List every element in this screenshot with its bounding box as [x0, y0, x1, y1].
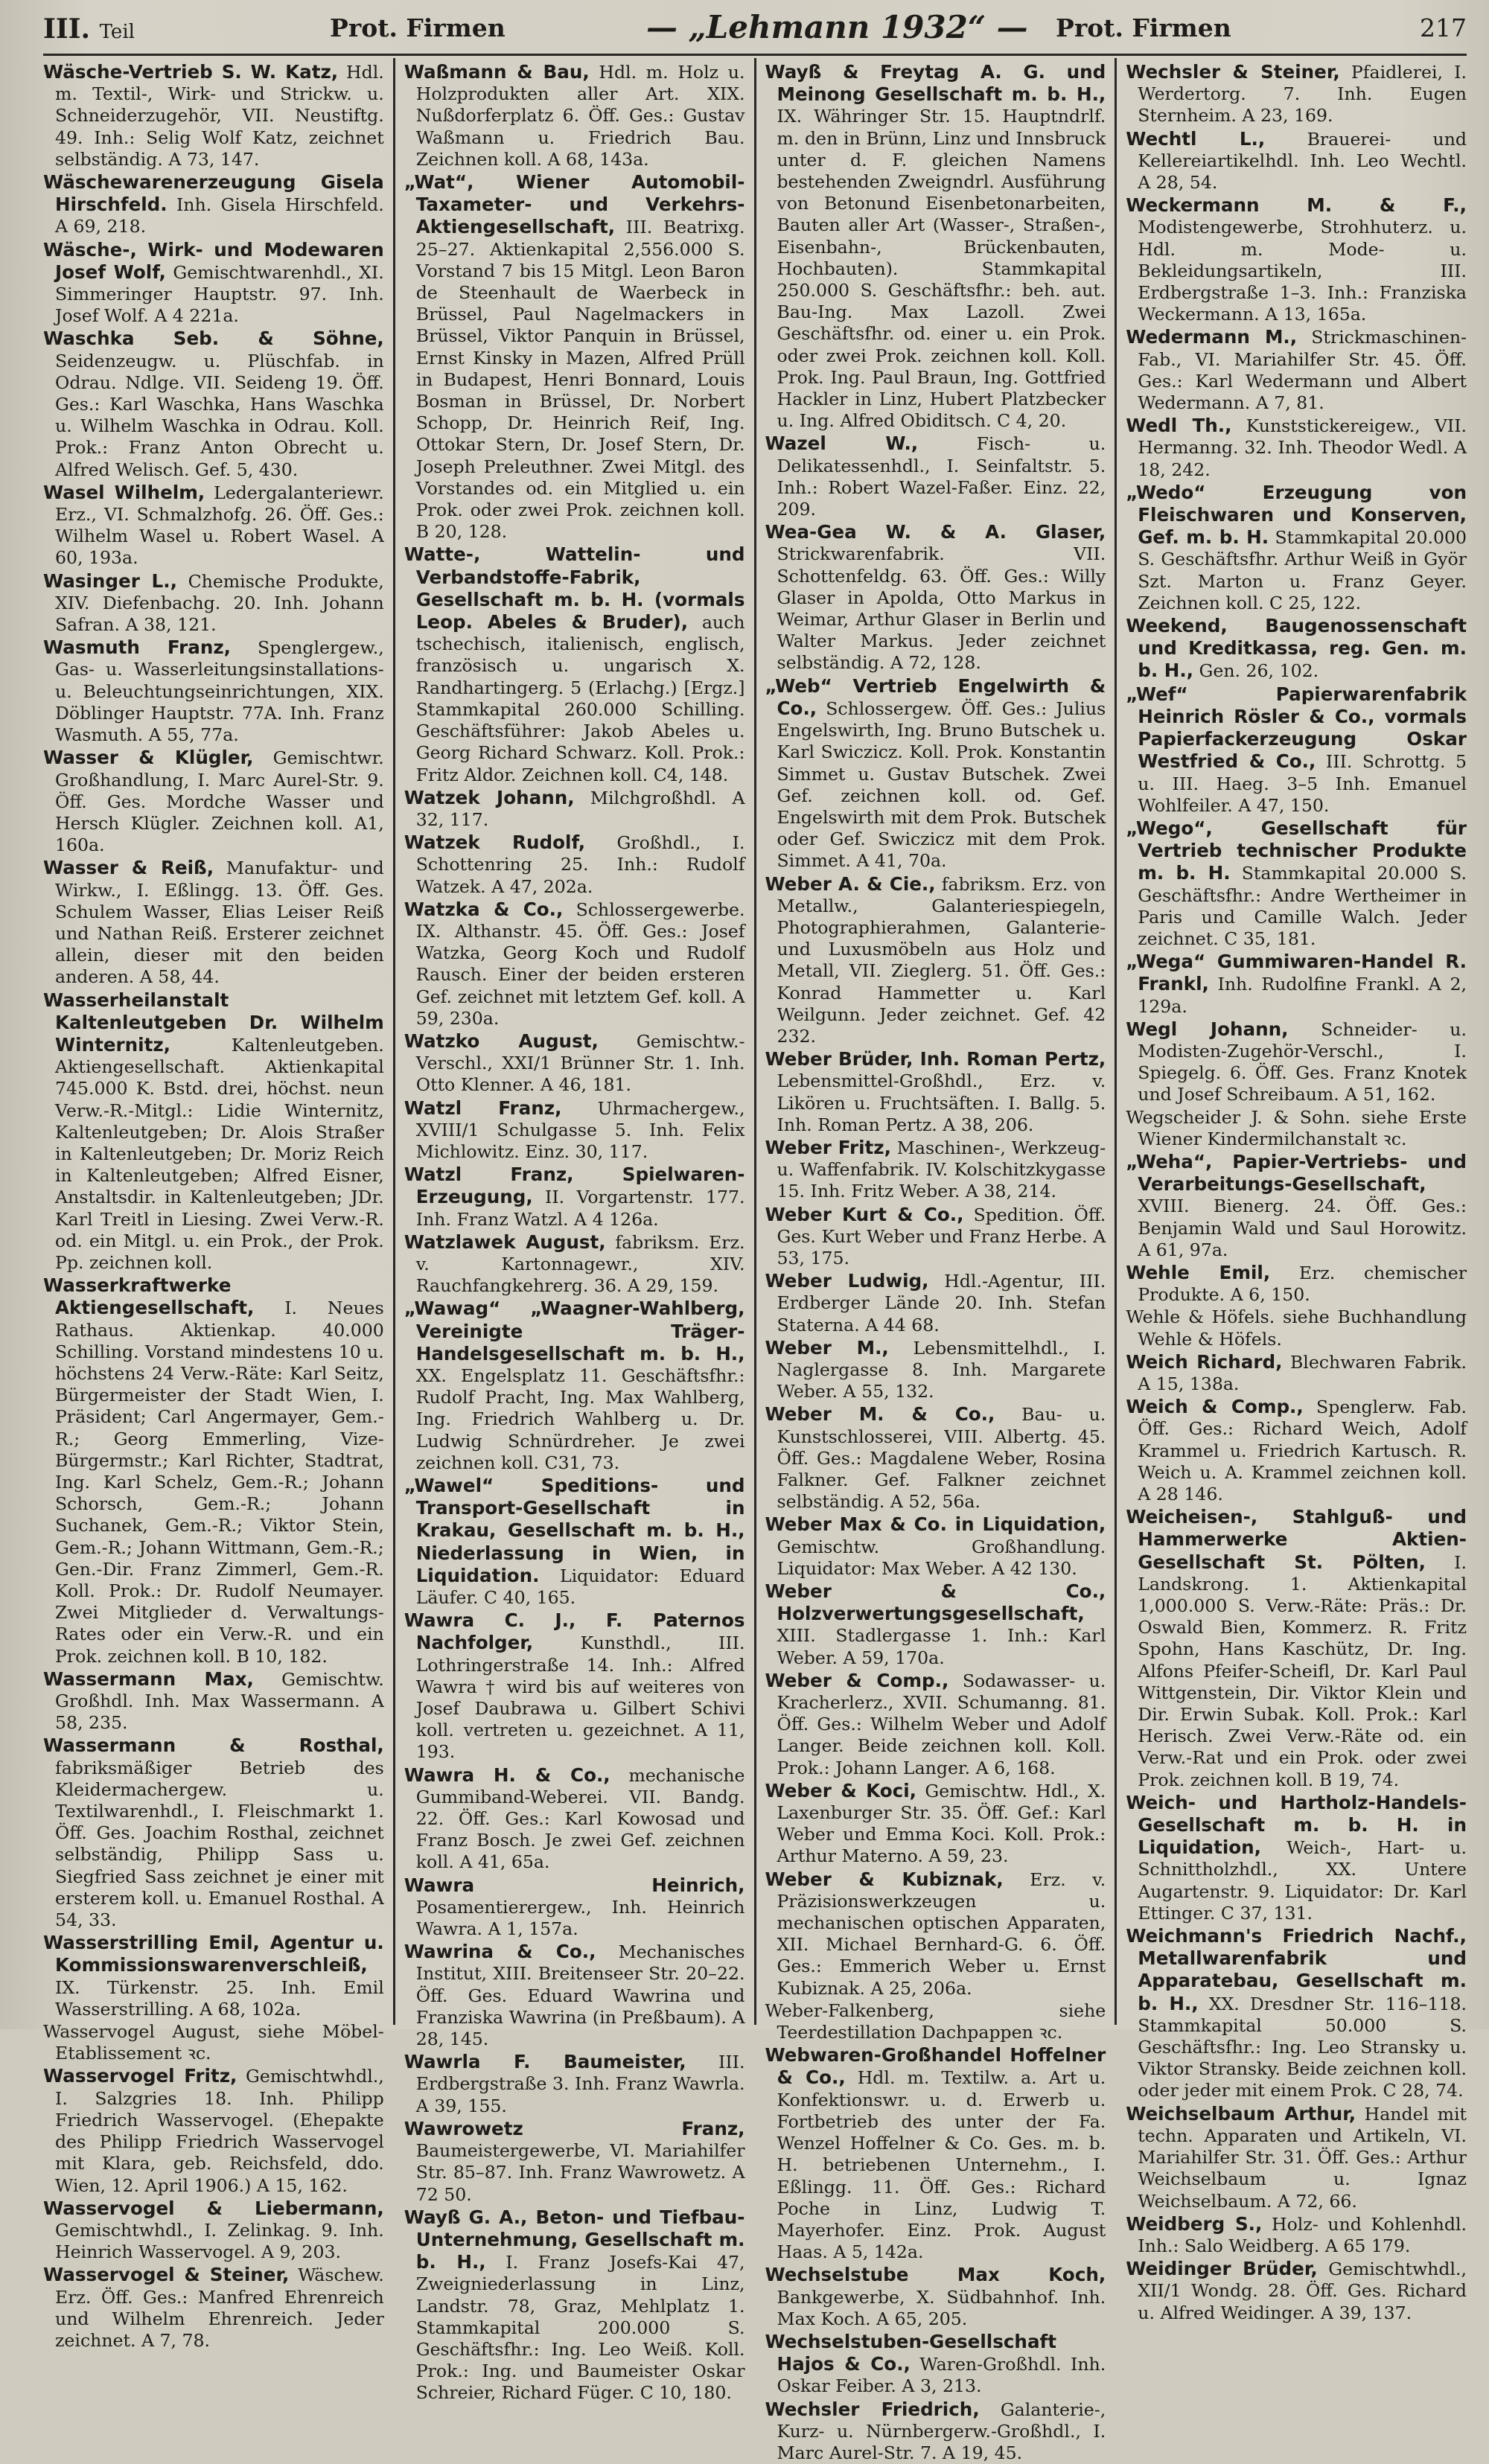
- firm-name: Wasservogel Fritz,: [43, 2065, 237, 2087]
- firm-details: Galanterie-, Kurz- u. Nürnbergerw.-Großhdl., I. Marc Aurel-Str. 7. A 19, 45.: [777, 2398, 1106, 2463]
- directory-entry: [1126, 482, 1467, 614]
- firm-name: Watzlawek August,: [404, 1231, 606, 1253]
- firm-details: Lebensmittel-Großhdl., Erz. v. Likören u. Fruchtsäften. I. Ballg. 5. Inh. Roman Pertz. A 38, 206.: [777, 1070, 1106, 1135]
- firm-details: Waren-Großhdl. Inh. Oskar Feiber. A 3, 213.: [777, 2354, 1106, 2397]
- firm-details: Schneider- u. Modisten-Zugehör-Verschl., I. Spiegelg. 6. Öff. Ges. Franz Knotek und Josef Schreibaum. A 51, 162.: [1138, 1018, 1467, 1105]
- directory-entry: [1126, 1107, 1467, 1150]
- firm-name: Weichselbaum Arthur,: [1126, 2102, 1356, 2125]
- firm-details: Wehle & Höfels. siehe Buchhandlung Wehle & Höfels.: [1126, 1306, 1467, 1350]
- directory-entry: [1126, 817, 1467, 950]
- firm-details: Wasservogel August, siehe Möbel-Etablissement ꝛc.: [43, 2021, 384, 2064]
- directory-entry: [404, 1231, 745, 1298]
- firm-details: fabriksm. Erz. von Metallw., Galanteriespiegeln, Photographierahmen, Galanterie- und Luxusmöbeln aus Holz und Metall, VII. Zieglerg. 51. Öff. Ges.: Konrad Hammetter u. Karl Weilgunn. Jeder zeichnet. Gef. 42 232.: [777, 873, 1106, 1047]
- firm-name: Weber Kurt & Co.,: [765, 1203, 964, 1225]
- firm-details: Chemische Produkte, XIV. Diefenbachg. 20. Inh. Johann Safran. A 38, 121.: [55, 570, 384, 636]
- entry-columns: [43, 58, 1467, 2463]
- firm-details: IX. Türkenstr. 25. Inh. Emil Wasserstrilling. A 68, 102a.: [55, 1976, 384, 2020]
- firm-name: Weber M.,: [765, 1336, 889, 1359]
- directory-entry: [765, 1270, 1106, 1336]
- directory-entry: [1126, 1396, 1467, 1505]
- firm-details: XVIII. Bienerg. 24. Öff. Ges.: Benjamin Wald und Saul Horowitz. A 61, 97a.: [1138, 1196, 1467, 1260]
- firm-name: Weichmann's Friedrich Nachf., Metallwarenfabrik und Apparatebau, Gesellschaft m. b. H.,: [1126, 1925, 1467, 2014]
- directory-entry: [765, 1868, 1106, 1999]
- firm-details: Stammkapital 20.000 S. Geschäftsfhr.: Andre Wertheimer in Paris und Camille Walch. Jeder zeichnet. C 35, 181.: [1138, 863, 1467, 949]
- firm-details: auch tschechisch, italienisch, englisch, französisch u. ungarisch X. Randhartingerg. 5 (Erlachg.) [Ergz.] Stammkapital 260.000 Schilling. Geschäftsführer: Jakob Abeles u. Georg Richard Schwarz. Koll. Prok.: Fritz Aldor. Zeichnen koll. C4, 148.: [415, 612, 745, 785]
- directory-entry: [1126, 683, 1467, 817]
- directory-entry: [404, 1764, 745, 1874]
- firm-name: Weber Ludwig,: [765, 1270, 929, 1292]
- firm-details: IX. Währinger Str. 15. Hauptndrlf. m. den in Brünn, Linz und Innsbruck unter d. F. gleichen Namens bestehenden Zweigndrl. Ausführung von Betonund Eisenbetonarbeiten, Bauten aller Art (Wasser-, Straßen-, Eisenbahn-, Brückenbauten, Hochbauten). Stammkapital 250.000 S. Geschäftsfhr.: beh. aut. Bau-Ing. Max Lazoll. Zwei Geschäftsfhr. od. einer u. ein Prok. oder zwei Prok. zeichnen koll. Koll. Prok. Ing. Paul Braun, Ing. Gottfried Hackler in Linz, Hubert Platzbecker u. Ing. Alfred Obiditsch. C 4, 20.: [777, 106, 1106, 432]
- directory-entry: [404, 1874, 745, 1941]
- firm-details: Kunststickereigew., VII. Hermanng. 32. Inh. Theodor Wedl. A 18, 242.: [1138, 415, 1467, 480]
- directory-entry: [43, 1932, 384, 2020]
- directory-entry: [404, 1164, 745, 1231]
- directory-entry: [43, 747, 384, 856]
- directory-entry: [404, 899, 745, 1030]
- firm-name: Wassermann Max,: [43, 1667, 254, 1690]
- directory-entry: [404, 543, 745, 785]
- directory-entry: [404, 787, 745, 831]
- firm-name: Waschka Seb. & Söhne,: [43, 328, 384, 350]
- directory-entry: [43, 636, 384, 746]
- directory-entry: [404, 1097, 745, 1164]
- directory-entry: [765, 2044, 1106, 2263]
- directory-entry: [404, 1030, 745, 1097]
- firm-details: Gemischtwhdl., XII/1 Wondg. 28. Öff. Ges. Richard u. Alfred Weidinger. A 39, 137.: [1138, 2259, 1467, 2323]
- directory-entry: [404, 171, 745, 543]
- firm-name: „Wego“, Gesellschaft für Vertrieb technischer Produkte m. b. H.: [1126, 817, 1467, 884]
- directory-entry: [1126, 415, 1467, 481]
- firm-details: Weich-, Hart- u. Schnittholzhdl., XX. Untere Augartenstr. 9. Liquidator: Dr. Karl Ettinger. C 37, 131.: [1138, 1837, 1467, 1924]
- directory-entry: [1126, 1262, 1467, 1306]
- firm-name: Weber Fritz,: [765, 1136, 891, 1158]
- column-3: [756, 58, 1117, 2463]
- firm-details: Weber-Falkenberg, siehe Teerdestillation Dachpappen ꝛc.: [765, 1999, 1106, 2043]
- firm-details: Hdl.-Agentur, III. Erdberger Lände 20. Inh. Stefan Staterna. A 44 68.: [777, 1271, 1106, 1335]
- firm-name: Weich- und Hartholz-Handels-Gesellschaft m. b. H. in Liquidation,: [1126, 1791, 1467, 1859]
- directory-entry: [404, 1475, 745, 1609]
- firm-name: Weber Brüder, Inh. Roman Pertz,: [765, 1048, 1106, 1070]
- directory-entry: [1126, 61, 1467, 127]
- directory-entry: [765, 1048, 1106, 1136]
- directory-entry: [404, 2206, 745, 2404]
- directory-entry: [765, 1513, 1106, 1580]
- firm-details: Gen. 26, 102.: [1199, 660, 1319, 682]
- directory-entry: [1126, 1351, 1467, 1395]
- firm-details: Inh. Rudolfine Frankl. A 2, 129a.: [1138, 974, 1467, 1017]
- firm-details: Modistengewerbe, Strohhuterz. u. Hdl. m. Mode- u. Bekleidungsartikeln, III. Erdbergstraße 1–3. Inh.: Franziska Weckermann. A 13, 165a.: [1138, 217, 1467, 325]
- firm-details: Großhdl., I. Schottenring 25. Inh.: Rudolf Watzek. A 47, 202a.: [415, 832, 745, 897]
- firm-name: Wehle Emil,: [1126, 1261, 1271, 1283]
- firm-name: Weekend, Baugenossenschaft und Kreditkassa, reg. Gen. m. b. H.,: [1126, 615, 1467, 682]
- firm-name: Weber & Comp.,: [765, 1669, 949, 1691]
- page-number: 217: [1420, 13, 1467, 42]
- firm-details: Maschinen-, Werkzeug- u. Waffenfabrik. IV. Kolschitzkygasse 15. Inh. Fritz Weber. A 38, 214.: [777, 1137, 1106, 1202]
- firm-name: Wedermann M.,: [1126, 326, 1298, 348]
- firm-name: „Wat“, Wiener Automobil-Taxameter- und Verkehrs-Aktiengesellschaft,: [404, 171, 745, 238]
- directory-entry: [1126, 2258, 1467, 2324]
- firm-name: Wea-Gea W. & A. Glaser,: [765, 521, 1106, 543]
- publication-title: — „Lehmann 1932“ —: [646, 9, 1028, 45]
- directory-entry: [43, 2198, 384, 2264]
- firm-details: Spenglergew., Gas- u. Wasserleitungsinstallations- u. Beleuchtungseinrichtungen, XIX. Döblinger Hauptstr. 77A. Inh. Franz Wasmuth. A 55, 77a.: [55, 637, 384, 746]
- firm-name: „Wega“ Gummiwaren-Handel R. Frankl,: [1126, 951, 1467, 995]
- firm-name: Wechselstube Max Koch,: [765, 2264, 1106, 2286]
- directory-entry: [765, 1780, 1106, 1868]
- section-title-left: Prot. Firmen: [330, 13, 506, 42]
- directory-entry: [404, 1941, 745, 2050]
- firm-details: Wegscheider J. & Sohn. siehe Erste Wiener Kindermilchanstalt ꝛc.: [1126, 1106, 1467, 1149]
- firm-name: Wasservogel & Steiner,: [43, 2264, 290, 2286]
- directory-entry: [404, 2118, 745, 2206]
- firm-details: Gemischtw. Großhandlung. Liquidator: Max Weber. A 42 130.: [777, 1536, 1106, 1579]
- firm-name: Weber & Kubiznak,: [765, 1868, 1004, 1890]
- firm-name: Wassermann & Rosthal,: [43, 1734, 384, 1757]
- firm-details: Kunsthdl., III. Lothringerstraße 14. Inh.: Alfred Wawra † wird bis auf weiteres von Josef Daubrawa u. Gilbert Schivi koll. vertreten u. gezeichnet. A 11, 193.: [415, 1632, 745, 1763]
- firm-details: fabriksm. Erz. v. Kartonnagewr., XIV. Rauchfangkehrerg. 36. A 29, 159.: [415, 1231, 745, 1297]
- directory-entry: [404, 1609, 745, 1763]
- firm-details: Stammkapital 20.000 S. Geschäftsfhr. Arthur Weiß in Györ Szt. Marton u. Franz Geyer. Zeichnen koll. C 25, 122.: [1138, 527, 1467, 613]
- firm-name: Watzl Franz,: [404, 1097, 562, 1119]
- firm-details: Ledergalanteriewr. Erz., VI. Schmalzhofg. 26. Öff. Ges.: Wilhelm Wasel u. Robert Wasel. A 60, 193a.: [55, 482, 384, 569]
- directory-entry: [1126, 128, 1467, 194]
- directory-entry: [404, 2051, 745, 2117]
- firm-name: Wasserkraftwerke Aktiengesellschaft,: [43, 1274, 255, 1319]
- firm-details: Bankgewerbe, X. Südbahnhof. Inh. Max Koch. A 65, 205.: [777, 2286, 1106, 2329]
- firm-name: Wawrla F. Baumeister,: [404, 2051, 686, 2073]
- directory-entry: [1126, 1306, 1467, 1350]
- firm-details: Inh. Gisela Hirschfeld. A 69, 218.: [55, 194, 384, 237]
- directory-entry: [43, 857, 384, 988]
- firm-details: Milchgroßhdl. A 32, 117.: [415, 787, 745, 830]
- directory-entry: [404, 1298, 745, 1474]
- firm-details: Fisch- u. Delikatessenhdl., I. Seinfaltstr. 5. Inh.: Robert Wazel-Faßer. Einz. 22, 209.: [777, 433, 1106, 520]
- directory-entry: [43, 61, 384, 170]
- firm-name: Weich Richard,: [1126, 1350, 1283, 1373]
- firm-name: Wechsler Friedrich,: [765, 2398, 980, 2420]
- directory-entry: [1126, 951, 1467, 1018]
- firm-name: Wasinger L.,: [43, 569, 177, 592]
- directory-entry: [765, 61, 1106, 432]
- part-number: III.: [43, 13, 91, 45]
- firm-name: Weich & Comp.,: [1126, 1396, 1304, 1418]
- directory-entry: [1126, 2213, 1467, 2257]
- directory-entry: [765, 1580, 1106, 1669]
- firm-details: Hdl. m. Holz u. Holzprodukten aller Art. XIX. Nußdorferplatz 6. Öff. Ges.: Gustav Waßmann u. Friedrich Bau. Zeichnen koll. A 68, 143a.: [415, 62, 745, 170]
- firm-details: III. Beatrixg. 25–27. Aktienkapital 2,556.000 S. Vorstand 7 bis 15 Mitgl. Leon Baron de Steenhault de Waerbeck in Brüssel, Paul Nagelmackers in Brüssel, Viktor Panquin in Brüssel, Ernst Kinsky in Mazen, Alfred Prüll in Budapest, Henri Bonnard, Louis Bosman in Brüssel, Dr. Norbert Schopp, Dr. Heinrich Reif, Ing. Ottokar Stern, Dr. Josef Stern, Dr. Joseph Preleuthner. Zwei Mitgl. des Vorstandes od. ein Mitglied u. ein Prok. oder zwei Prok. zeichnen koll. B 20, 128.: [415, 217, 745, 543]
- firm-details: Mechanisches Institut, XIII. Breitenseer Str. 20–22. Öff. Ges. Eduard Wawrina und Franziska Wawrina (in Preßbaum). A 28, 145.: [415, 1941, 745, 2050]
- directory-entry: [43, 1274, 384, 1667]
- directory-entry: [404, 832, 745, 898]
- part-label: [43, 13, 135, 45]
- firm-name: Waßmann & Bau,: [404, 61, 590, 83]
- firm-details: fabriksmäßiger Betrieb des Kleidermachergew. u. Textilwarenhdl., I. Fleischmarkt 1. Öff. Ges. Joachim Rosthal, zeichnet selbständig, Philipp Sass u. Siegfried Sass zeichnet je einer mit ersterem koll. u. Emanuel Rosthal. A 54, 33.: [55, 1757, 384, 1931]
- firm-details: XX. Dresdner Str. 116–118. Stammkapital 50.000 S. Geschäftsfhr.: Ing. Leo Stransky u. Viktor Stransky. Beide zeichnen koll. oder jeder mit einem Prok. C 28, 74.: [1138, 1993, 1467, 2101]
- directory-entry: [43, 570, 384, 636]
- firm-details: Lebensmittelhdl., I. Naglergasse 8. Inh. Margarete Weber. A 55, 132.: [777, 1337, 1106, 1402]
- firm-name: Weidinger Brüder,: [1126, 2258, 1318, 2280]
- directory-entry: [1126, 326, 1467, 414]
- firm-details: Spedition. Öff. Ges. Kurt Weber und Franz Herbe. A 53, 175.: [777, 1204, 1106, 1268]
- firm-details: Gemischtwhdl., I. Salzgries 18. Inh. Philipp Friedrich Wasservogel. (Ehepakte des Philipp Friedrich Wasservogel mit Klara, geb. Reichsfeld, ddo. Wien, 12. April 1906.) A 15, 162.: [55, 2066, 384, 2196]
- firm-details: Pfaidlerei, I. Werdertorg. 7. Inh. Eugen Sternheim. A 23, 169.: [1138, 62, 1467, 127]
- directory-entry: [404, 61, 745, 170]
- directory-entry: [765, 1204, 1106, 1270]
- firm-details: XX. Engelsplatz 11. Geschäftsfhr.: Rudolf Pracht, Ing. Max Wahlberg, Ing. Friedrich Wahlberg u. Dr. Ludwig Schnürdreher. Je zwei zeichnen koll. C31, 73.: [415, 1365, 745, 1473]
- firm-name: „Wef“ Papierwarenfabrik Heinrich Rösler & Co., vormals Papierfackerzeugung Oskar Westfried & Co.,: [1126, 683, 1467, 773]
- directory-entry: [1126, 1151, 1467, 1261]
- firm-details: Posamentierergew., Inh. Heinrich Wawra. A 1, 157a.: [415, 1896, 745, 1940]
- firm-details: I. Landskrong. 1. Aktienkapital 1,000.000 S. Verw.-Räte: Präs.: Dr. Oswald Bien, Kommerz. R. Fritz Spohn, Hans Kaschütz, Dr. Ing. Alfons Pfeifer-Scheifl, Dr. Karl Paul Wittgenstein, Dir. Viktor Klein und Dir. Erwin Subak. Koll. Prok.: Karl Herisch. Zwei Verw.-Räte od. ein Verw.-Rat und ein Prok. oder zwei Prok. zeichnen koll. B 19, 74.: [1138, 1551, 1467, 1790]
- directory-entry: [1126, 194, 1467, 325]
- directory-entry: [765, 1137, 1106, 1203]
- firm-details: II. Vorgartenstr. 177. Inh. Franz Watzl. A 4 126a.: [415, 1187, 745, 1230]
- directory-entry: [765, 2398, 1106, 2464]
- directory-entry: [43, 1734, 384, 1931]
- firm-name: Wechsler & Steiner,: [1126, 61, 1340, 83]
- directory-entry: [1126, 1018, 1467, 1106]
- firm-details: I. Neues Rathaus. Aktienkap. 40.000 Schilling. Vorstand mindestens 10 u. höchstens 24 Verw.-Räte: Karl Seitz, Bürgermeister der Stadt Wien, I. Präsident; Carl Angermayer, Gem.-R.; Georg Emmerling, Vize-Bürgermstr.; Karl Richter, Stadtrat, Ing. Karl Schelz, Gem.-R.; Johann Schorsch, Gem.-R.; Johann Suchanek, Gem.-R.; Viktor Stein, Gem.-R.; Johann Wittmann, Gem.-R.; Gen.-Dir. Franz Zimmerl, Gem.-R. Koll. Prok.: Dr. Rudolf Neumayer. Zwei Mitglieder d. Verwaltungs-Rates oder ein Verw.-R. und ein Prok. zeichnen koll. B 10, 182.: [55, 1298, 384, 1667]
- running-header: [43, 0, 1467, 56]
- directory-entry: [765, 2264, 1106, 2330]
- firm-name: Wayß & Freytag A. G. und Meinong Gesellschaft m. b. H.,: [765, 61, 1106, 106]
- firm-name: Webwaren-Großhandel Hoffelner & Co.,: [765, 2044, 1106, 2089]
- firm-details: Gemischtw.-Verschl., XXI/1 Brünner Str. 1. Inh. Otto Klenner. A 46, 181.: [415, 1030, 745, 1096]
- firm-name: Wawrowetz Franz,: [404, 2117, 745, 2139]
- firm-name: Watzek Johann,: [404, 786, 575, 808]
- directory-entry: [765, 873, 1106, 1048]
- directory-entry: [43, 2021, 384, 2064]
- firm-details: Kaltenleutgeben. Aktiengesellschaft. Aktienkapital 745.000 K. Bstd. drei, höchst. neun Verw.-R.-Mitgl.: Lidie Winternitz, Kaltenleutgeben; Dr. Alois Straßer in Kaltenleutgeben; Dr. Moriz Reich in Kaltenleutgeben; Alfred Eisner, Anstaltsdir. in Kaltenleutgeben; JDr. Karl Treitl in Liesing. Zwei Verw.-R. od. ein Mitgl. u. ein Prok., der Prok. Pp. zeichnen koll.: [55, 1034, 384, 1273]
- firm-details: Gemischtw. Großhdl. Inh. Max Wassermann. A 58, 235.: [55, 1668, 384, 1734]
- firm-details: Gemischtwr. Großhandlung, I. Marc Aurel-Str. 9. Öff. Ges. Mordche Wasser und Hersch Klügler. Zeichnen koll. A1, 160a.: [55, 747, 384, 856]
- directory-entry: [765, 1337, 1106, 1403]
- directory-entry: [765, 675, 1106, 872]
- directory-entry: [43, 989, 384, 1274]
- directory-entry: [1126, 1792, 1467, 1924]
- directory-entry: [1126, 615, 1467, 683]
- firm-details: III. Erdbergstraße 3. Inh. Franz Wawrla. A 39, 155.: [415, 2052, 745, 2116]
- firm-details: Schlossergew. Öff. Ges.: Julius Engelswirth, Ing. Bruno Butschek u. Karl Swiczicz. Koll. Prok. Konstantin Simmet u. Gustav Butschek. Zwei Gef. zeichnen koll. od. Gef. Engelswirth mit dem Prok. Butschek oder Gef. Swiczicz mit dem Prok. Simmet. A 41, 70a.: [777, 698, 1106, 872]
- firm-name: Weber M. & Co.,: [765, 1403, 995, 1426]
- firm-name: Wayß G. A., Beton- und Tiefbau-Unternehmung, Gesellschaft m. b. H.,: [404, 2206, 745, 2273]
- firm-name: Weber & Koci,: [765, 1779, 917, 1801]
- directory-entry: [765, 433, 1106, 520]
- part-suffix: Teil: [99, 21, 135, 43]
- firm-name: Wäsche-Vertrieb S. W. Katz,: [43, 61, 339, 83]
- directory-entry: [43, 1668, 384, 1734]
- firm-details: Blechwaren Fabrik. A 15, 138a.: [1138, 1351, 1467, 1394]
- firm-name: Watzka & Co.,: [404, 898, 564, 920]
- firm-name: „Wedo“ Erzeugung von Fleischwaren und Konserven, Gef. m. b. H.: [1126, 481, 1467, 549]
- firm-details: XIII. Stadlergasse 1. Inh.: Karl Weber. A 59, 170a.: [777, 1625, 1106, 1668]
- firm-name: Wawrina & Co.,: [404, 1941, 596, 1963]
- firm-details: Holz- und Kohlenhdl. Inh.: Salo Weidberg. A 65 179.: [1138, 2213, 1467, 2256]
- firm-details: Spenglerw. Fab. Öff. Ges.: Richard Weich, Adolf Krammel u. Friedrich Kartusch. R. Weich u. A. Krammel zeichnen koll. A 28 146.: [1138, 1397, 1467, 1504]
- firm-name: „Wawel“ Speditions- und Transport-Gesellschaft in Krakau, Gesellschaft m. b. H., Niederlassung in Wien, in Liquidation.: [404, 1475, 745, 1586]
- directory-entry: [43, 2065, 384, 2196]
- firm-name: Wedl Th.,: [1126, 415, 1232, 437]
- firm-details: I. Franz Josefs-Kai 47, Zweigniederlassung in Linz, Landstr. 78, Graz, Mehlplatz 1. Stammkapital 200.000 S. Geschäftsfhr.: Ing. Leo Weiß. Koll. Prok.: Ing. und Baumeister Oskar Schreier, Richard Füger. C 10, 180.: [415, 2252, 745, 2404]
- firm-name: Weber Max & Co. in Liquidation,: [765, 1513, 1106, 1536]
- firm-name: Wasser & Reiß,: [43, 857, 214, 879]
- directory-entry: [765, 2000, 1106, 2043]
- firm-details: Wäschew. Erz. Öff. Ges.: Manfred Ehrenreich und Wilhelm Ehrenreich. Jeder zeichnet. A 7, 78.: [55, 2264, 384, 2351]
- directory-entry: [765, 1403, 1106, 1513]
- directory-entry: [43, 2264, 384, 2352]
- firm-name: Watte-, Wattelin- und Verbandstoffe-Fabrik, Gesellschaft m. b. H. (vormals Leop. Abeles & Bruder),: [404, 543, 745, 633]
- firm-name: Wäschewarenerzeugung Gisela Hirschfeld.: [43, 171, 384, 216]
- firm-name: Wasserstrilling Emil, Agentur u. Kommissionswarenverschleiß,: [43, 1932, 384, 1976]
- firm-details: Gemischtw. Hdl., X. Laxenburger Str. 35. Öff. Gef.: Karl Weber und Emma Koci. Koll. Prok.: Arthur Materno. A 59, 23.: [777, 1780, 1106, 1867]
- firm-name: Weckermann M. & F.,: [1126, 194, 1467, 217]
- firm-details: mechanische Gummiband-Weberei. VII. Bandg. 22. Öff. Ges.: Karl Kowosad und Franz Bosch. Je zwei Gef. zeichnen koll. A 41, 65a.: [415, 1764, 745, 1873]
- firm-details: Seidenzeugw. u. Plüschfab. in Odrau. Ndlge. VII. Seideng 19. Öff. Ges.: Karl Waschka, Hans Waschka u. Wilhelm Waschka in Odrau. Koll. Prok.: Franz Anton Obrecht u. Alfred Welisch. Gef. 5, 430.: [55, 350, 384, 480]
- firm-name: Wäsche-, Wirk- und Modewaren Josef Wolf,: [43, 238, 384, 283]
- firm-name: Wazel W.,: [765, 433, 919, 455]
- firm-name: „Wawag“ „Waagner-Wahlberg, Vereinigte Träger-Handelsgesellschaft m. b. H.,: [404, 1298, 745, 1365]
- firm-details: Strickwarenfabrik. VII. Schottenfeldg. 63. Öff. Ges.: Willy Glaser in Apolda, Otto Markus in Weimar, Arthur Glaser in Berlin und Walter Markus. Jeder zeichnet selbständig. A 72, 128.: [777, 543, 1106, 674]
- firm-name: Wasserheilanstalt Kaltenleutgeben Dr. Wilhelm Winternitz,: [43, 989, 384, 1056]
- firm-details: Strickmaschinen-Fab., VI. Mariahilfer Str. 45. Öff. Ges.: Karl Wedermann und Albert Wedermann. A 7, 81.: [1138, 327, 1467, 414]
- directory-entry: [765, 521, 1106, 674]
- section-title-right: Prot. Firmen: [1056, 13, 1231, 42]
- firm-details: Erz. v. Präzisionswerkzeugen u. mechanischen optischen Apparaten, XII. Michael Bernhard-G. 6. Öff. Ges.: Emmerich Weber u. Ernst Kubiznak. A 25, 206a.: [777, 1868, 1106, 1999]
- directory-entry: [43, 482, 384, 569]
- firm-name: Weidberg S.,: [1126, 2212, 1263, 2235]
- firm-details: Manufaktur- und Wirkw., I. Eßlingg. 13. Öff. Ges. Schulem Wasser, Elias Leiser Reiß und Nathan Reiß. Ersterer zeichnet allein, dieser mit den beiden anderen. A 58, 44.: [55, 858, 384, 988]
- firm-details: Gemischtwhdl., I. Zelinkag. 9. Inh. Heinrich Wasservogel. A 9, 203.: [55, 2219, 384, 2263]
- firm-name: Weicheisen-, Stahlguß- und Hammerwerke Aktien-Gesellschaft St. Pölten,: [1126, 1506, 1467, 1573]
- firm-name: Wasmuth Franz,: [43, 636, 232, 659]
- firm-name: Weber & Co., Holzverwertungsgesellschaft,: [765, 1580, 1106, 1625]
- firm-name: Wasel Wilhelm,: [43, 481, 205, 503]
- directory-entry: [43, 171, 384, 238]
- firm-name: Watzko August,: [404, 1030, 599, 1052]
- directory-entry: [1126, 2103, 1467, 2212]
- firm-details: Uhrmachergew., XVIII/1 Schulgasse 5. Inh. Felix Michlowitz. Einz. 30, 117.: [415, 1097, 745, 1162]
- column-4: [1117, 58, 1467, 2323]
- firm-name: Wasservogel & Liebermann,: [43, 2197, 384, 2219]
- firm-name: Wechtl L.,: [1126, 127, 1266, 150]
- directory-entry: [43, 239, 384, 328]
- column-2: [395, 58, 756, 2404]
- directory-entry: [765, 2331, 1106, 2398]
- directory-entry: [43, 328, 384, 480]
- firm-details: Brauerei- und Kellereiartikelhdl. Inh. Leo Wechtl. A 28, 54.: [1138, 128, 1467, 194]
- firm-details: Sodawasser- u. Kracherlerz., XVII. Schumanng. 81. Öff. Ges.: Wilhelm Weber und Adolf Langer. Beide zeichnen koll. Koll. Prok.: Johann Langer. A 6, 168.: [777, 1670, 1106, 1778]
- firm-name: Wawra H. & Co.,: [404, 1764, 610, 1786]
- firm-name: Wasser & Klügler,: [43, 747, 254, 769]
- firm-name: Wawra Heinrich,: [404, 1874, 745, 1896]
- firm-details: Gemischtwarenhdl., XI. Simmeringer Hauptstr. 97. Inh. Josef Wolf. A 4 221a.: [55, 261, 384, 327]
- firm-name: Wechselstuben-Gesellschaft Hajos & Co.,: [765, 2330, 1056, 2375]
- firm-details: Hdl. m. Textil-, Wirk- und Strickw. u. Schneiderzugehör, VII. Neustiftg. 49. Inh.: Selig Wolf Katz, zeichnet selbständig. A 73, 147.: [55, 62, 384, 170]
- firm-name: Watzek Rudolf,: [404, 832, 586, 854]
- firm-details: Liquidator: Eduard Läufer. C 40, 165.: [415, 1565, 745, 1609]
- firm-details: Erz. chemischer Produkte. A 6, 150.: [1138, 1262, 1467, 1306]
- directory-entry: [1126, 1506, 1467, 1791]
- column-1: [43, 58, 395, 2351]
- firm-details: Hdl. m. Textilw. a. Art u. Konfektionswr. u. d. Erwerb u. Fortbetrieb des unter der Fa. Wenzel Hoffelner & Co. Ges. m. b. H. betriebenen Unternehm., I. Eßlingg. 11. Öff. Ges.: Richard Poche in Linz, Ludwig T. Mayerhofer. Einz. Prok. August Haas. A 5, 142a.: [777, 2067, 1106, 2263]
- firm-details: Baumeistergewerbe, VI. Mariahilfer Str. 85–87. Inh. Franz Wawrowetz. A 72 50.: [415, 2140, 745, 2205]
- firm-name: „Web“ Vertrieb Engelwirth & Co.,: [765, 674, 1106, 719]
- firm-details: Schlossergewerbe. IX. Althanstr. 45. Öff. Ges.: Josef Watzka, Georg Koch und Rudolf Rausch. Einer der beiden ersteren Gef. zeichnet mit letztem Gef. koll. A 59, 230a.: [415, 899, 745, 1029]
- firm-details: III. Schrottg. 5 u. III. Haeg. 3–5 Inh. Emanuel Wohlfeiler. A 47, 150.: [1138, 751, 1467, 816]
- firm-name: „Weha“, Papier-Vertriebs- und Verarbeitungs-Gesellschaft,: [1126, 1150, 1467, 1196]
- firm-name: Watzl Franz, Spielwaren-Erzeugung,: [404, 1164, 745, 1208]
- firm-name: Weber A. & Cie.,: [765, 872, 936, 895]
- firm-name: Wawra C. J., F. Paternos Nachfolger,: [404, 1609, 745, 1654]
- directory-entry: [1126, 1925, 1467, 2102]
- firm-details: Bau- u. Kunstschlosserei, VIII. Albertg. 45. Öff. Ges.: Magdalene Weber, Rosina Falkner. Gef. Falkner zeichnet selbständig. A 52, 56a.: [777, 1404, 1106, 1513]
- firm-details: Handel mit techn. Apparaten und Artikeln, VI. Mariahilfer Str. 31. Öff. Ges.: Arthur Weichselbaum u. Ignaz Weichselbaum. A 72, 66.: [1138, 2103, 1467, 2212]
- firm-name: Wegl Johann,: [1126, 1018, 1289, 1040]
- directory-entry: [765, 1670, 1106, 1779]
